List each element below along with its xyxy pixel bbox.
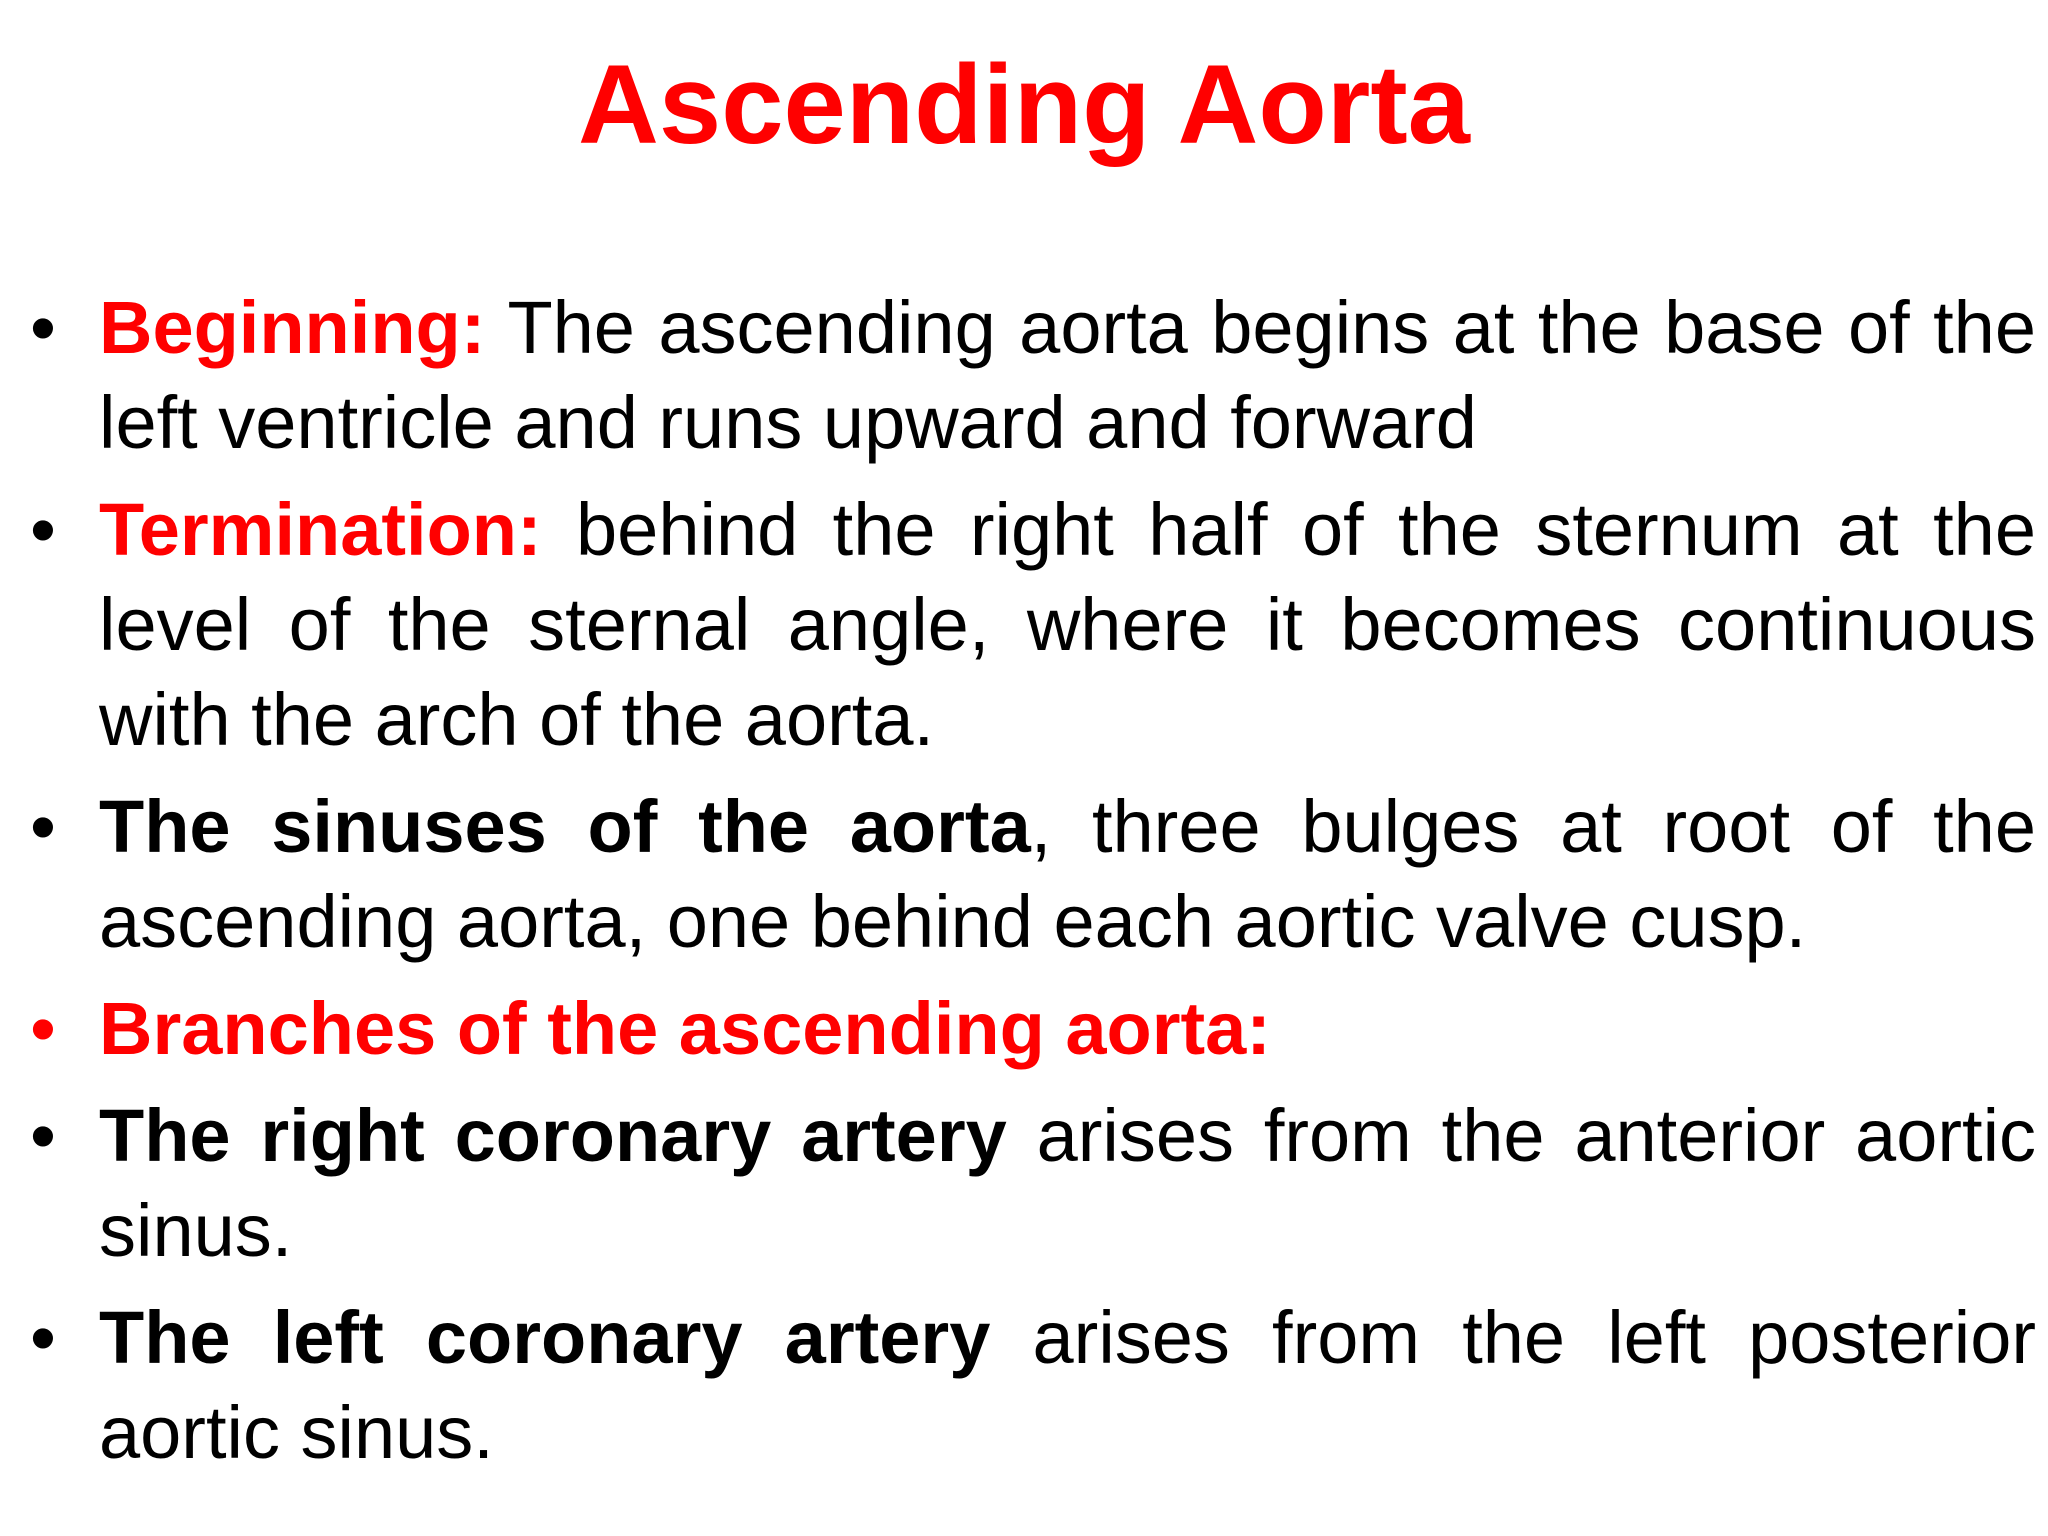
bullet-left-coronary [0, 1290, 2048, 1480]
slide-title: Ascending Aorta [578, 42, 1470, 167]
bullet-beginning [0, 280, 2048, 470]
bullet-lead: The sinuses of the aorta [99, 785, 1031, 868]
bullet-sinuses [0, 779, 2048, 969]
bullet-dot: • [30, 286, 56, 369]
bullet-dot: • [30, 987, 56, 1070]
bullet-dot: • [30, 488, 56, 571]
bullet-dot: • [30, 1296, 56, 1379]
bullet-text: , three bulges at root of the ascending aorta, one behind each aortic valve cusp. [99, 785, 2036, 963]
bullet-list [0, 280, 2048, 1492]
bullet-text: behind the right half of the sternum at the level of the sternal angle, where it becomes continuous with the arch of the aorta. [99, 488, 2036, 761]
bullet-branches [0, 981, 2048, 1076]
bullet-dot: • [30, 785, 56, 868]
bullet-dot: • [30, 1094, 56, 1177]
bullet-lead: Termination: [99, 488, 542, 571]
bullet-lead: Beginning: [99, 286, 486, 369]
bullet-lead: The right coronary artery [99, 1094, 1007, 1177]
bullet-right-coronary [0, 1088, 2048, 1278]
bullet-text: arises from the left posterior aortic sinus. [99, 1296, 2036, 1474]
bullet-text: The ascending aorta begins at the base of the left ventricle and runs upward and forward [99, 286, 2036, 464]
bullet-text: arises from the anterior aortic sinus. [99, 1094, 2037, 1272]
bullet-termination [0, 482, 2048, 767]
bullet-lead: The left coronary artery [99, 1296, 991, 1379]
bullet-lead: Branches of the ascending aorta: [99, 987, 1271, 1070]
